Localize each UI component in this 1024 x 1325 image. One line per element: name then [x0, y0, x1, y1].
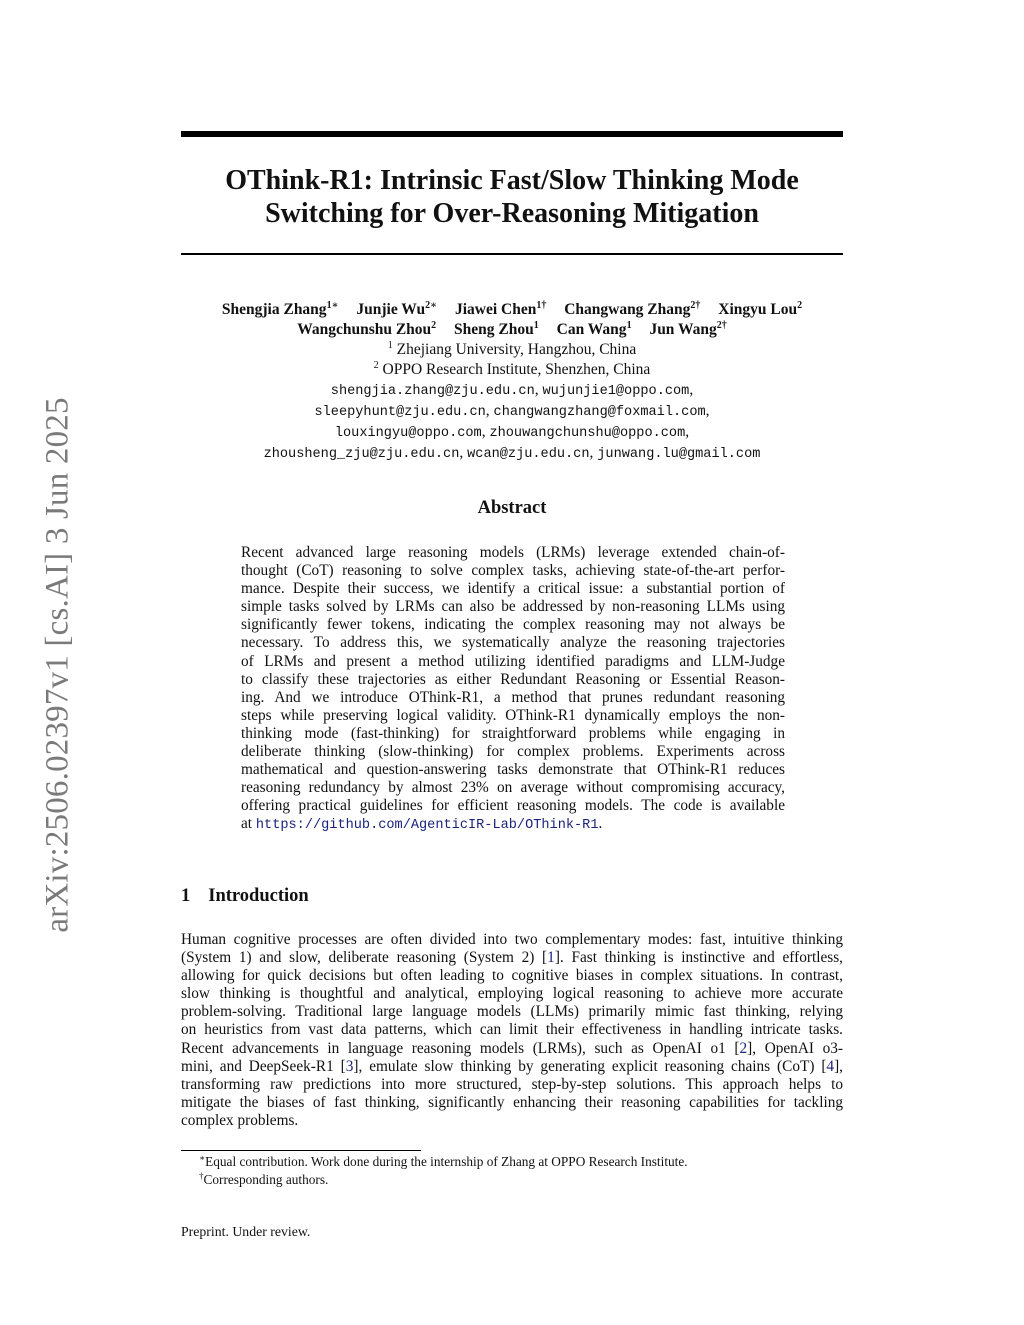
text-line: mance. Despite their success, we identify a critical issue: a substantial portion of	[241, 580, 785, 598]
text-line: significantly fewer tokens, indicating the complex reasoning may not always be	[241, 616, 785, 634]
text-line: of LRMs and present a method utilizing identified paradigms and LLM-Judge	[241, 652, 785, 670]
text-line: mitigate the biases of fast thinking, significantly enhancing their reasoning capabilities for tackling	[181, 1093, 843, 1111]
author-block	[181, 300, 843, 464]
title-line: OThink-R1: Intrinsic Fast/Slow Thinking Mode	[225, 165, 799, 196]
preprint-footer: Preprint. Under review.	[181, 1224, 311, 1239]
email-line: louxingyu@oppo.com, zhouwangchunshu@oppo.com,	[334, 423, 690, 441]
email-link[interactable]: wujunjie1@oppo.com	[542, 384, 690, 399]
text-line: ing. And we introduce OThink-R1, a method that prunes redundant reasoning	[241, 688, 785, 706]
affiliation: $^1$ Zhejiang University, Hangzhou, China	[387, 340, 637, 358]
abstract-heading: Abstract	[477, 498, 547, 518]
email-link[interactable]: changwangzhang@foxmail.com	[493, 405, 706, 420]
citation-link[interactable]: 1	[547, 949, 555, 967]
section-heading	[181, 886, 309, 907]
author: Shengjia Zhang$^{1∗}$	[221, 300, 339, 318]
email-link[interactable]: louxingyu@oppo.com	[334, 426, 482, 441]
text-line: on heuristics from vast data patterns, which can limit their effectiveness in handling intricate tasks.	[181, 1021, 843, 1039]
text-line: Recent advancements in language reasoning models (LRMs), such as OpenAI o1 [2], OpenAI o3-	[181, 1039, 844, 1057]
text-line: problem-solving. Traditional large language models (LLMs) primarily mimic fast thinking, relying	[181, 1003, 843, 1021]
section-number: 1	[181, 886, 191, 906]
email-link[interactable]: zhousheng_zju@zju.edu.cn	[263, 447, 460, 462]
citation-link[interactable]: 3	[345, 1057, 354, 1075]
paper-title	[181, 164, 843, 230]
author: Wangchunshu Zhou$^2$	[297, 320, 437, 338]
author: Sheng Zhou$^1$	[454, 320, 539, 338]
footnote-rule	[181, 1150, 421, 1151]
text-line: at https://github.com/AgenticIR-Lab/OThink-R1.	[241, 815, 603, 834]
text-line: deliberate thinking (slow-thinking) for complex problems. Experiments across	[241, 743, 785, 761]
section-title: Introduction	[208, 886, 309, 906]
author-row	[181, 320, 843, 340]
email-link[interactable]: junwang.lu@gmail.com	[597, 447, 761, 462]
text-line: Recent advanced large reasoning models (LRMs) leverage extended chain-of-	[241, 544, 785, 561]
abstract-body	[241, 544, 785, 836]
author: Junjie $Wu^{2∗}$	[356, 300, 438, 318]
title-rule-top	[181, 131, 843, 137]
footnote: †Corresponding authors.	[199, 1171, 329, 1187]
email-link[interactable]: wcan@zju.edu.cn	[467, 447, 590, 462]
text-line: mathematical and question-answering tasks demonstrate that OThink-R1 reduces	[241, 761, 785, 779]
text-line: to classify these trajectories as either Redundant Reasoning or Essential Reason-	[241, 670, 785, 688]
text-line: mini, and DeepSeek-R1 [3], emulate slow thinking by generating explicit reasoning chains (CoT) [4],	[181, 1057, 843, 1075]
email-line: shengjia.zhang@zju.edu.cn, wujunjie1@oppo.com,	[330, 381, 694, 399]
author: Jun Wang$^{2\dagger}$	[649, 320, 727, 338]
email-link[interactable]: zhouwangchunshu@oppo.com	[489, 426, 686, 441]
author: Can Wang$^1$	[556, 320, 632, 338]
text-line: simple tasks solved by LRMs can also be addressed by non-reasoning LLMs using	[241, 598, 785, 616]
affiliation: $^2$ OPPO Research Institute, Shenzhen, China	[373, 360, 651, 378]
text-line: Human cognitive processes are often divided into two complementary modes: fast, intuitive thinking	[181, 931, 843, 948]
title-rule-bottom	[181, 253, 843, 255]
title-line: Switching for Over-Reasoning Mitigation	[265, 198, 759, 229]
text-line: complex problems.	[181, 1111, 299, 1129]
author-row	[181, 300, 843, 320]
code-url-link[interactable]: https://github.com/AgenticIR-Lab/OThink-R1	[255, 818, 599, 834]
footnote: ∗Equal contribution. Work done during the internship of Zhang at OPPO Research Institute.	[199, 1153, 688, 1169]
text-line: thinking mode (fast-thinking) for straightforward problems while engaging in	[241, 724, 785, 742]
author: Changwang Zhang$^{2\dagger}$	[564, 300, 701, 318]
text-line: transforming raw predictions into more structured, step-by-step solutions. This approach helps to	[181, 1075, 843, 1093]
introduction-body	[181, 931, 843, 1130]
email-line: zhousheng_zju@zju.edu.cn, wcan@zju.edu.cn, junwang.lu@gmail.com	[263, 444, 761, 462]
text-line: steps while preserving logical validity. OThink-R1 dynamically employs the non-	[241, 706, 785, 724]
author: Jiawei Chen$^{1\dagger}$	[454, 300, 547, 318]
text-line: thought (CoT) reasoning to solve complex tasks, achieving state-of-the-art perfor-	[241, 562, 785, 580]
author: Xingyu Lou$^2$	[718, 300, 803, 318]
citation-link[interactable]: 2	[739, 1039, 748, 1057]
email-line: sleepyhunt@zju.edu.cn, changwangzhang@foxmail.com,	[314, 402, 710, 420]
text-line: necessary. To address this, we systematically analyze the reasoning trajectories	[241, 634, 785, 652]
text-line: offering practical guidelines for efficient reasoning models. The code is available	[241, 797, 785, 815]
footnotes	[199, 1153, 688, 1189]
citation-link[interactable]: 4	[826, 1057, 835, 1075]
text-line: allowing for quick decisions but often leading to cognitive biases in complex situations. In contrast,	[181, 967, 843, 985]
text-line: reasoning redundancy by almost 23% on average without compromising accuracy,	[241, 779, 785, 797]
email-list	[181, 380, 843, 464]
arxiv-stamp: arXiv:2506.02397v1 [cs.AI] 3 Jun 2025	[39, 397, 76, 933]
email-link[interactable]: sleepyhunt@zju.edu.cn	[314, 405, 486, 420]
text-line: (System 1) and slow, deliberate reasoning (System 2) [1]. Fast thinking is instinctive and effortless,	[181, 949, 843, 967]
email-link[interactable]: shengjia.zhang@zju.edu.cn	[330, 384, 535, 399]
text-line: slow thinking is thoughtful and analytical, employing logical reasoning to achieve more accurate	[181, 985, 843, 1003]
